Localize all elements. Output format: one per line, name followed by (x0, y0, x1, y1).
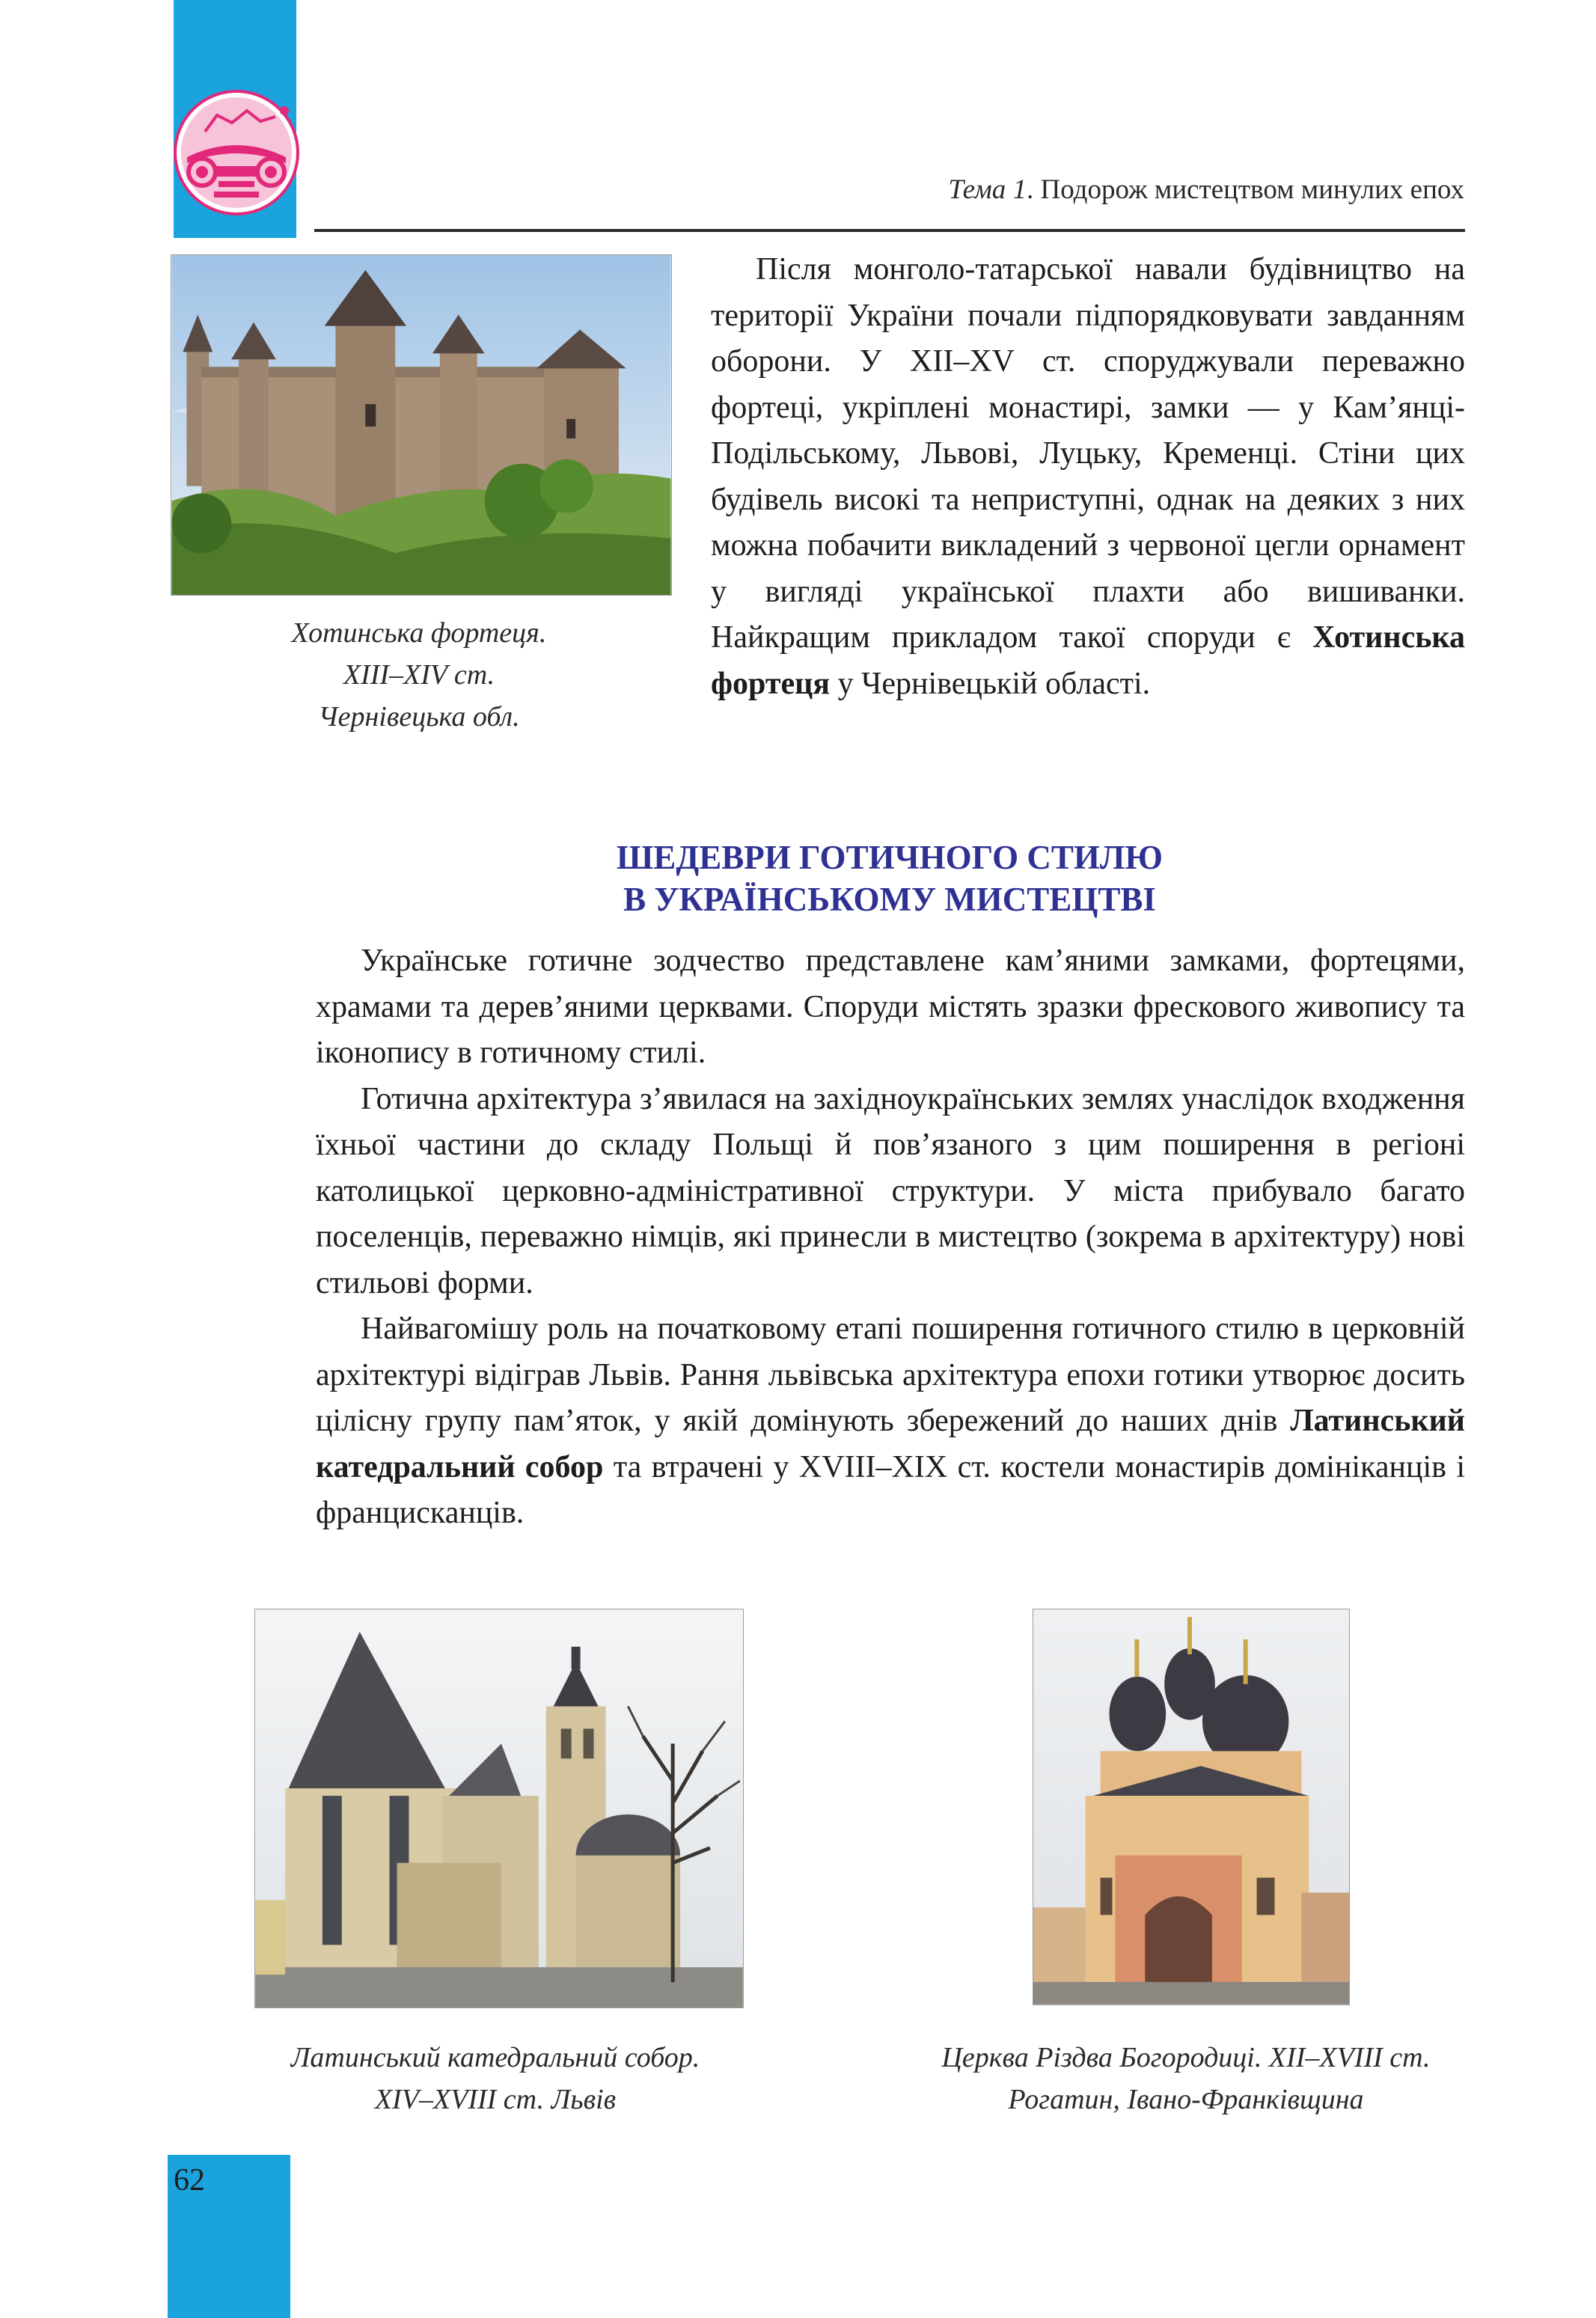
caption-line: Чернівецька обл. (318, 701, 520, 733)
khotyn-fortress-photo (171, 254, 672, 596)
ionic-capital-logo-icon (172, 88, 301, 217)
section-heading-line: ШЕДЕВРИ ГОТИЧНОГО СТИЛЮ (616, 839, 1164, 876)
latin-cathedral-photo (254, 1609, 744, 2008)
section-heading (314, 837, 1465, 920)
paragraph: Готична архітектура з’явилася на західноукраїнських землях унаслідок входження їхньої частини до складу Польщі й пов’язаного з цим поширення в регіоні католицької церковно-адміністративної структури. У міста прибувало багато поселенців, переважно німців, які принесли в мистецтво (зокрема в архітектуру) нові стильові форми. (316, 1081, 1465, 1300)
caption-line: XIV–XVIII ст. Львів (374, 2084, 617, 2115)
body-text (316, 938, 1465, 1537)
bold-term: Латинський катедральний собор (316, 1404, 1465, 1484)
caption-line: Церква Різдва Богородиці. XII–XVIII ст. (941, 2042, 1431, 2073)
header-rule (314, 229, 1465, 232)
paragraph (316, 1306, 1465, 1537)
khotyn-fortress-caption (187, 612, 651, 738)
latin-cathedral-caption (218, 2037, 772, 2120)
intro-text: Після монголо-татарської навали будівництво на території України почали підпорядковувати завданням оборони. У XII–XV ст. споруджували переважно фортеці, укріплені монастирі, замки — у Кам’янці-Подільському, Львові, Луцьку, Кременці. Стіни цих будівель високі та неприступні, однак на деяких з них можна побачити викладений з червоної цегли орнамент у вигляді української плахти або вишиванки. Найкращим прикладом такої споруди є (711, 252, 1465, 655)
page-number: 62 (174, 2163, 205, 2198)
intro-bold-term: Хотинська фортеця (711, 620, 1465, 701)
caption-line: Рогатин, Івано-Франківщина (1008, 2084, 1364, 2115)
caption-line: Хотинська фортеця. (291, 617, 547, 649)
intro-text-end: у Чернівецькій області. (830, 666, 1151, 701)
running-header (948, 174, 1464, 206)
intro-paragraph (711, 247, 1465, 707)
topic-title: . Подорож мистецтвом минулих епох (1027, 174, 1464, 205)
caption-line: Латинський катедральний собор. (290, 2042, 700, 2073)
caption-line: XIII–XIV ст. (343, 659, 495, 691)
section-heading-line: В УКРАЇНСЬКОМУ МИСТЕЦТВІ (623, 881, 1156, 918)
topic-label: Тема 1 (948, 174, 1027, 205)
paragraph-text: та втрачені у XVIII–XIX ст. костели монастирів домініканців і францисканців. (316, 1449, 1465, 1530)
paragraph: Українське готичне зодчество представлене кам’яними замками, фортецями, храмами та дерев’яними церквами. Споруди містять зразки фрескового живопису та іконопису в готичному стилі. (316, 944, 1465, 1070)
nativity-church-caption (838, 2037, 1534, 2120)
paragraph-text: Найвагомішу роль на початковому етапі поширення готичного стилю в церковній архітектурі відіграв Львів. Рання львівська архітектура епохи готики утворює досить цілісну групу пам’яток, у якій домінують збережений до наших днів (316, 1312, 1465, 1438)
nativity-church-photo (1033, 1609, 1350, 2005)
